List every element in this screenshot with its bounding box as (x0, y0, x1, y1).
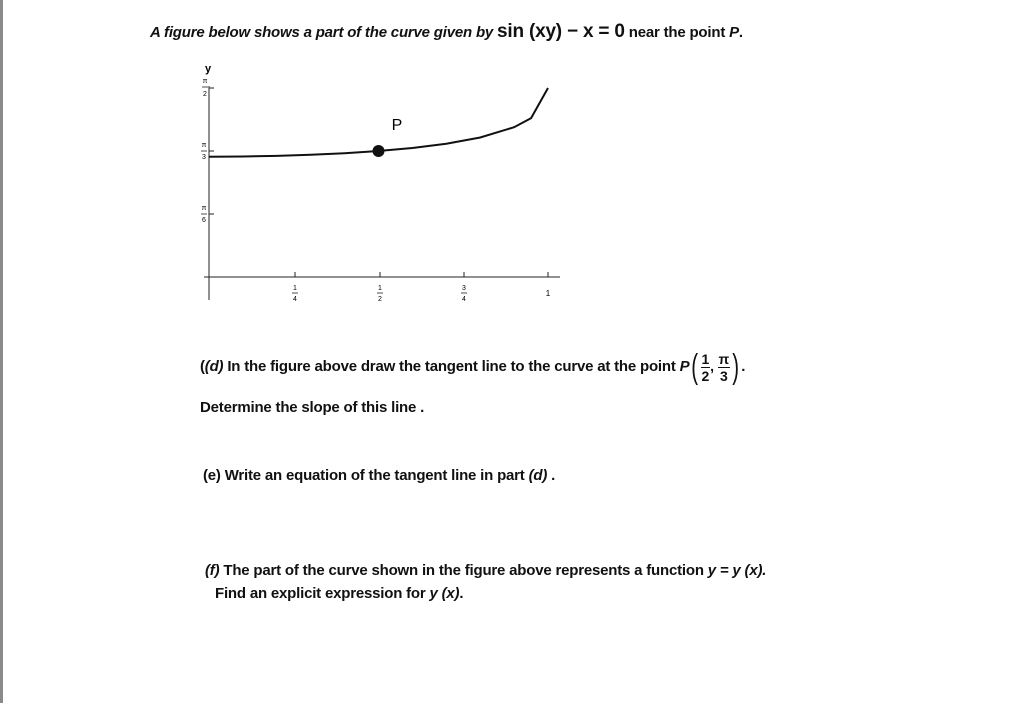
point-p-marker (373, 145, 385, 157)
svg-text:1: 1 (293, 285, 297, 292)
part-e-text: Write an equation of the tangent line in part (224, 467, 525, 484)
window-left-border (0, 0, 3, 703)
svg-text:4: 4 (293, 296, 297, 303)
svg-text:3: 3 (462, 285, 466, 292)
statement-point: P (729, 24, 739, 41)
close-paren: ) (732, 348, 739, 387)
part-f-line2-prefix: Find an explicit expression for (215, 585, 426, 602)
statement-prefix: A figure below shows a part of the curve given by (150, 24, 494, 41)
y-tick-pi-over-6 (201, 205, 214, 224)
part-e-label: (e) (203, 467, 221, 484)
part-e-ref: (d) (528, 467, 548, 484)
svg-text:1: 1 (545, 289, 551, 298)
y-axis-label: y (204, 63, 212, 75)
svg-text:2: 2 (378, 296, 382, 303)
svg-text:6: 6 (202, 217, 206, 224)
statement-suffix: near the point (628, 24, 726, 41)
svg-text:1: 1 (378, 285, 382, 292)
part-d-label: ((d) (200, 358, 224, 375)
part-d-line1 (200, 346, 745, 387)
coord-comma: , (710, 358, 718, 374)
part-e-end: . (551, 467, 556, 484)
svg-text:4: 4 (462, 296, 466, 303)
svg-text:π: π (201, 205, 207, 212)
part-f-label: (f) (205, 562, 220, 579)
problem-statement (150, 21, 743, 43)
statement-end: . (738, 24, 743, 41)
part-d-period: . (741, 358, 746, 375)
part-f-line2 (215, 585, 463, 602)
part-f-line2-func: y (x) (429, 585, 460, 602)
part-d-line2: Determine the slope of this line . (200, 399, 425, 416)
curve-figure (190, 60, 610, 320)
part-f-text: The part of the curve shown in the figure above represents a function (223, 562, 704, 579)
part-f-func: y = y (x). (707, 562, 767, 579)
x-tick-one (546, 272, 551, 298)
point-p-label: P (391, 117, 403, 134)
part-f-line1 (205, 562, 766, 579)
svg-text:2: 2 (203, 91, 207, 98)
svg-text:π: π (202, 78, 208, 85)
open-paren: ( (691, 348, 699, 387)
y-tick-pi-over-2 (202, 78, 214, 98)
part-d-text: In the figure above draw the tangent line to the curve at the point (227, 358, 676, 375)
svg-text:π: π (201, 142, 207, 149)
part-d-point: P (679, 358, 690, 375)
part-e-line (203, 467, 555, 484)
part-f-line2-end: . (459, 585, 464, 602)
coord-x-fraction: $\frac{1}{2}$ (701, 350, 710, 384)
y-tick-pi-over-3 (201, 142, 214, 161)
curve-equation: sin (xy) − x = 0 (497, 21, 625, 42)
svg-text:3: 3 (202, 154, 206, 161)
coord-y-fraction: $\frac{\pi}{3}$ (718, 350, 730, 384)
